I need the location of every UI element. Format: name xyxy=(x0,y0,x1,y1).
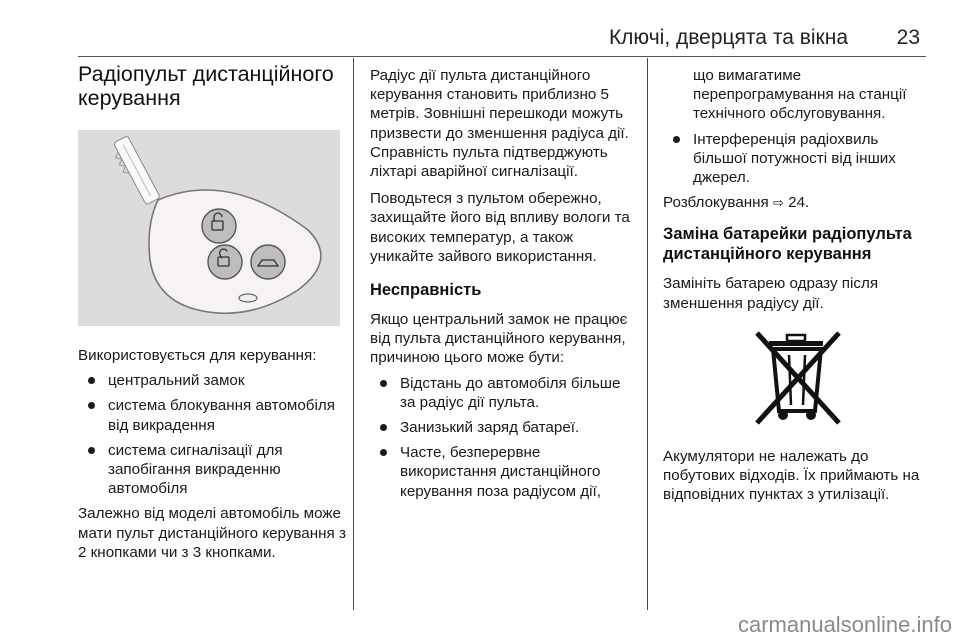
arrow-right-icon: ⇨ xyxy=(773,195,784,211)
interference-list xyxy=(663,130,933,188)
battery-replace-text: Замініть батарею одразу після зменшення радіусу дії. xyxy=(663,275,879,312)
unlock-label: Розблокування xyxy=(663,194,769,212)
page-header xyxy=(0,0,960,58)
list-item: Відстань до автомобіля більше за радіус дії пульта. xyxy=(370,374,638,412)
disposal-text: Акумулятори не належать до побутових відходів. Їх приймають на відповідних пунктах з утилізації. xyxy=(663,447,920,504)
unlock-reference xyxy=(663,193,933,212)
usage-list xyxy=(78,371,346,498)
column-divider-2 xyxy=(647,58,648,610)
list-item: Інтерференція радіохвиль більшої потужності від інших джерел. xyxy=(663,130,933,188)
fault-intro: Якщо центральний замок не працює від пульта дистанційного керування, причиною цього може бути: xyxy=(370,311,628,367)
list-item: система блокування автомобіля від викрадення xyxy=(78,396,346,434)
column-divider-1 xyxy=(353,58,354,610)
usage-intro: Використовується для керування: xyxy=(78,347,317,364)
column-2 xyxy=(370,58,638,501)
remote-control-heading: Радіопульт дистанційного керування xyxy=(78,62,334,110)
column-3 xyxy=(663,58,933,504)
continued-text: що вимагатиме перепрограмування на станції технічного обслуговування. xyxy=(693,67,907,123)
column-1 xyxy=(78,58,346,562)
battery-replace-heading: Заміна батарейки радіопульта дистанційного керування xyxy=(663,225,912,264)
list-item: Часте, безперервне використання дистанційного керування поза радіусом дії, xyxy=(370,443,638,501)
remote-key-illustration xyxy=(78,130,340,326)
list-item: система сигналізації для запобігання викраденню автомобіля xyxy=(78,441,346,499)
page-number: 23 xyxy=(896,26,920,49)
watermark: carmanualsonline.info xyxy=(737,612,952,637)
section-title: Ключі, дверцята та вікна xyxy=(608,26,848,49)
list-item: Занизький заряд батареї. xyxy=(370,418,638,437)
care-paragraph: Поводьтеся з пультом обережно, захищайте його від впливу вологи та високих температур, а також уникайте зайвого використання. xyxy=(370,190,630,265)
unlock-page-link[interactable]: 24. xyxy=(788,194,810,212)
model-note: Залежно від моделі автомобіль може мати пульт дистанційного керування з 2 кнопками чи з 3 кнопками. xyxy=(78,505,346,561)
fault-heading: Несправність xyxy=(370,281,482,300)
crossed-out-bin-icon xyxy=(749,327,847,429)
list-item: центральний замок xyxy=(78,371,346,390)
header-rule xyxy=(78,56,926,57)
range-paragraph: Радіус дії пульта дистанційного керування становить приблизно 5 метрів. Зовнішні перешкоди можуть призвести до зменшення радіуса дії. Справність пульта підтверджують ліхтарі аварійної сигналізації. xyxy=(370,67,629,181)
fault-list xyxy=(370,374,638,501)
